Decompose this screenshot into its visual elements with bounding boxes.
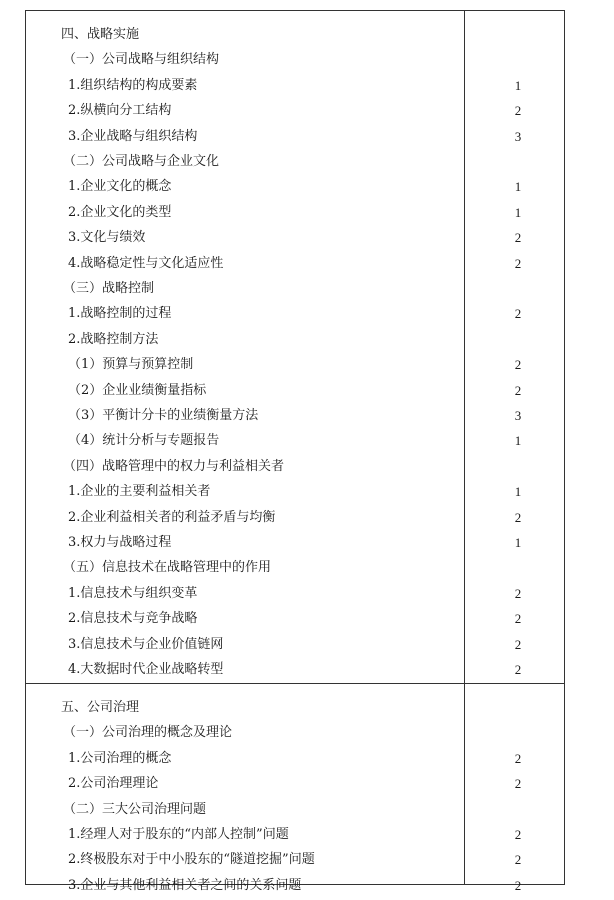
level-value: 2	[514, 510, 522, 525]
table-row	[26, 301, 564, 326]
topic-label: 2.信息技术与竞争战略	[68, 611, 198, 626]
topic-label: （2）企业业绩衡量指标	[68, 383, 207, 398]
level-value: 2	[514, 852, 522, 867]
subsection-title: （一）公司战略与组织结构	[63, 52, 220, 67]
level-value: 1	[514, 433, 522, 448]
topic-label: 2.企业文化的类型	[68, 205, 172, 220]
table-row	[26, 200, 564, 225]
section-title-text: 五、公司治理	[61, 700, 140, 715]
section-title-text: 四、战略实施	[61, 27, 140, 42]
table-row	[26, 505, 564, 530]
level-value: 3	[514, 129, 522, 144]
topic-label: 1.战略控制的过程	[68, 306, 172, 321]
topic-label: 2.公司治理理论	[68, 776, 159, 791]
topic-label: （4）统计分析与专题报告	[68, 433, 220, 448]
section-divider	[25, 683, 565, 684]
table-row	[26, 378, 564, 403]
topic-label: 1.信息技术与组织变革	[68, 586, 198, 601]
table-row	[26, 479, 564, 504]
table-row	[26, 327, 564, 352]
level-value: 2	[514, 306, 522, 321]
topic-label: 3.信息技术与企业价值链网	[68, 637, 224, 652]
level-value: 2	[514, 637, 522, 652]
topic-label: （3）平衡计分卡的业绩衡量方法	[68, 408, 259, 423]
topic-label: 1.经理人对于股东的“内部人控制”问题	[68, 827, 289, 842]
subsection-row	[26, 454, 564, 479]
table-row	[26, 822, 564, 847]
level-value: 2	[514, 383, 522, 398]
table-row	[26, 657, 564, 682]
subsection-title: （二）三大公司治理问题	[63, 802, 207, 817]
subsection-row	[26, 720, 564, 745]
level-value: 2	[514, 103, 522, 118]
topic-label: 1.公司治理的概念	[68, 751, 172, 766]
subsection-title: （一）公司治理的概念及理论	[63, 725, 233, 740]
topic-label: 2.企业利益相关者的利益矛盾与均衡	[68, 510, 276, 525]
subsection-title: （四）战略管理中的权力与利益相关者	[63, 459, 285, 474]
level-value: 2	[514, 751, 522, 766]
table-row	[26, 174, 564, 199]
level-value: 1	[514, 78, 522, 93]
level-value: 2	[514, 878, 522, 893]
level-value: 1	[514, 179, 522, 194]
table-row	[26, 124, 564, 149]
topic-label: 1.企业文化的概念	[68, 179, 172, 194]
topic-label: 2.终极股东对于中小股东的“隧道挖掘”问题	[68, 852, 315, 867]
level-value: 1	[514, 535, 522, 550]
section-title	[26, 695, 564, 720]
subsection-title: （三）战略控制	[63, 281, 155, 296]
table-row	[26, 606, 564, 631]
subsection-title: （五）信息技术在战略管理中的作用	[63, 560, 272, 575]
topic-label: 2.战略控制方法	[68, 332, 159, 347]
topic-label: 3.企业与其他利益相关者之间的关系问题	[68, 878, 302, 893]
table-row	[26, 581, 564, 606]
subsection-row	[26, 276, 564, 301]
topic-label: 3.企业战略与组织结构	[68, 129, 198, 144]
table-row	[26, 632, 564, 657]
subsection-title: （二）公司战略与企业文化	[63, 154, 220, 169]
table-row	[26, 73, 564, 98]
level-value: 2	[514, 586, 522, 601]
topic-label: 3.权力与战略过程	[68, 535, 172, 550]
table-row	[26, 530, 564, 555]
table-row	[26, 428, 564, 453]
level-value: 2	[514, 776, 522, 791]
table-row	[26, 98, 564, 123]
table-row	[26, 225, 564, 250]
table-row	[26, 771, 564, 796]
subsection-row	[26, 555, 564, 580]
topic-label: 1.组织结构的构成要素	[68, 78, 198, 93]
topic-label: （1）预算与预算控制	[68, 357, 194, 372]
table-row	[26, 847, 564, 872]
topic-label: 1.企业的主要利益相关者	[68, 484, 211, 499]
level-value: 1	[514, 205, 522, 220]
topic-label: 4.战略稳定性与文化适应性	[68, 256, 224, 271]
topic-label: 2.纵横向分工结构	[68, 103, 172, 118]
table-row	[26, 746, 564, 771]
level-value: 2	[514, 230, 522, 245]
level-value: 2	[514, 256, 522, 271]
level-value: 3	[514, 408, 522, 423]
table-row	[26, 251, 564, 276]
subsection-row	[26, 797, 564, 822]
subsection-row	[26, 149, 564, 174]
level-value: 2	[514, 662, 522, 677]
table-row	[26, 873, 564, 898]
level-value: 2	[514, 827, 522, 842]
level-value: 1	[514, 484, 522, 499]
section-title	[26, 22, 564, 47]
subsection-row	[26, 47, 564, 72]
topic-label: 3.文化与绩效	[68, 230, 146, 245]
level-value: 2	[514, 357, 522, 372]
level-value: 2	[514, 611, 522, 626]
table-row	[26, 403, 564, 428]
topic-label: 4.大数据时代企业战略转型	[68, 662, 224, 677]
table-row	[26, 352, 564, 377]
